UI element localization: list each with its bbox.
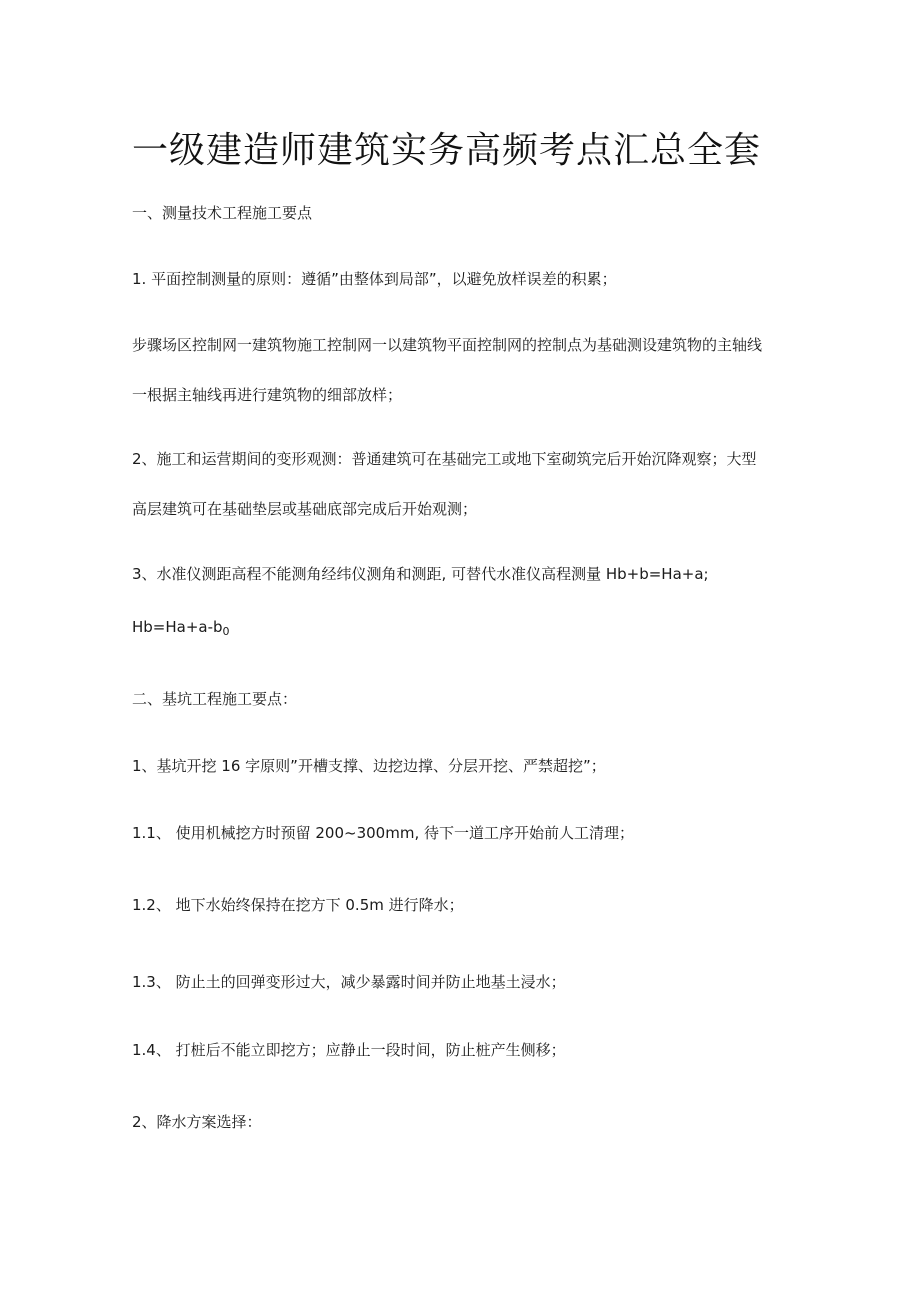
section-2-item-1-1: 1.1、 使用机械挖方时预留 200~300mm, 待下一道工序开始前人工清理；	[132, 824, 634, 842]
formula-subscript: 0	[222, 625, 230, 638]
section-1-item-1: 1. 平面控制测量的原则：遵循”由整体到局部”，以避免放样误差的积累；	[132, 270, 617, 288]
section-1-item-3-formula	[132, 617, 230, 642]
section-1-steps-line-1: 步骤场区控制网一建筑物施工控制网一以建筑物平面控制网的控制点为基础测设建筑物的主轴线	[132, 336, 763, 354]
section-2-heading: 二、基坑工程施工要点：	[132, 690, 298, 708]
section-1-steps-line-2: 一根据主轴线再进行建筑物的细部放样；	[132, 386, 403, 404]
formula-text: Hb=Ha+a-b	[132, 618, 223, 636]
section-1-heading: 一、测量技术工程施工要点	[132, 204, 313, 222]
section-1-item-2-line-1: 2、施工和运营期间的变形观测：普通建筑可在基础完工或地下室砌筑完后开始沉降观察；大型	[132, 450, 757, 468]
section-1-item-2-line-2: 高层建筑可在基础垫层或基础底部完成后开始观测；	[132, 500, 478, 518]
document-title: 一级建造师建筑实务高频考点汇总全套	[132, 130, 762, 171]
section-2-item-1-3: 1.3、 防止土的回弹变形过大，减少暴露时间并防止地基土浸水；	[132, 973, 566, 991]
section-2-item-1: 1、基坑开挖 16 字原则”开槽支撑、边挖边撑、分层开挖、严禁超挖”；	[132, 757, 606, 775]
section-1-item-3-line-1: 3、水准仪测距高程不能测角经纬仪测角和测距, 可替代水准仪高程测量 Hb+b=Ha+a;	[132, 565, 709, 583]
section-2-item-1-2: 1.2、 地下水始终保持在挖方下 0.5m 进行降水；	[132, 896, 464, 914]
section-2-item-2: 2、降水方案选择：	[132, 1113, 262, 1131]
section-2-item-1-4: 1.4、 打桩后不能立即挖方；应静止一段时间，防止桩产生侧移；	[132, 1041, 566, 1059]
